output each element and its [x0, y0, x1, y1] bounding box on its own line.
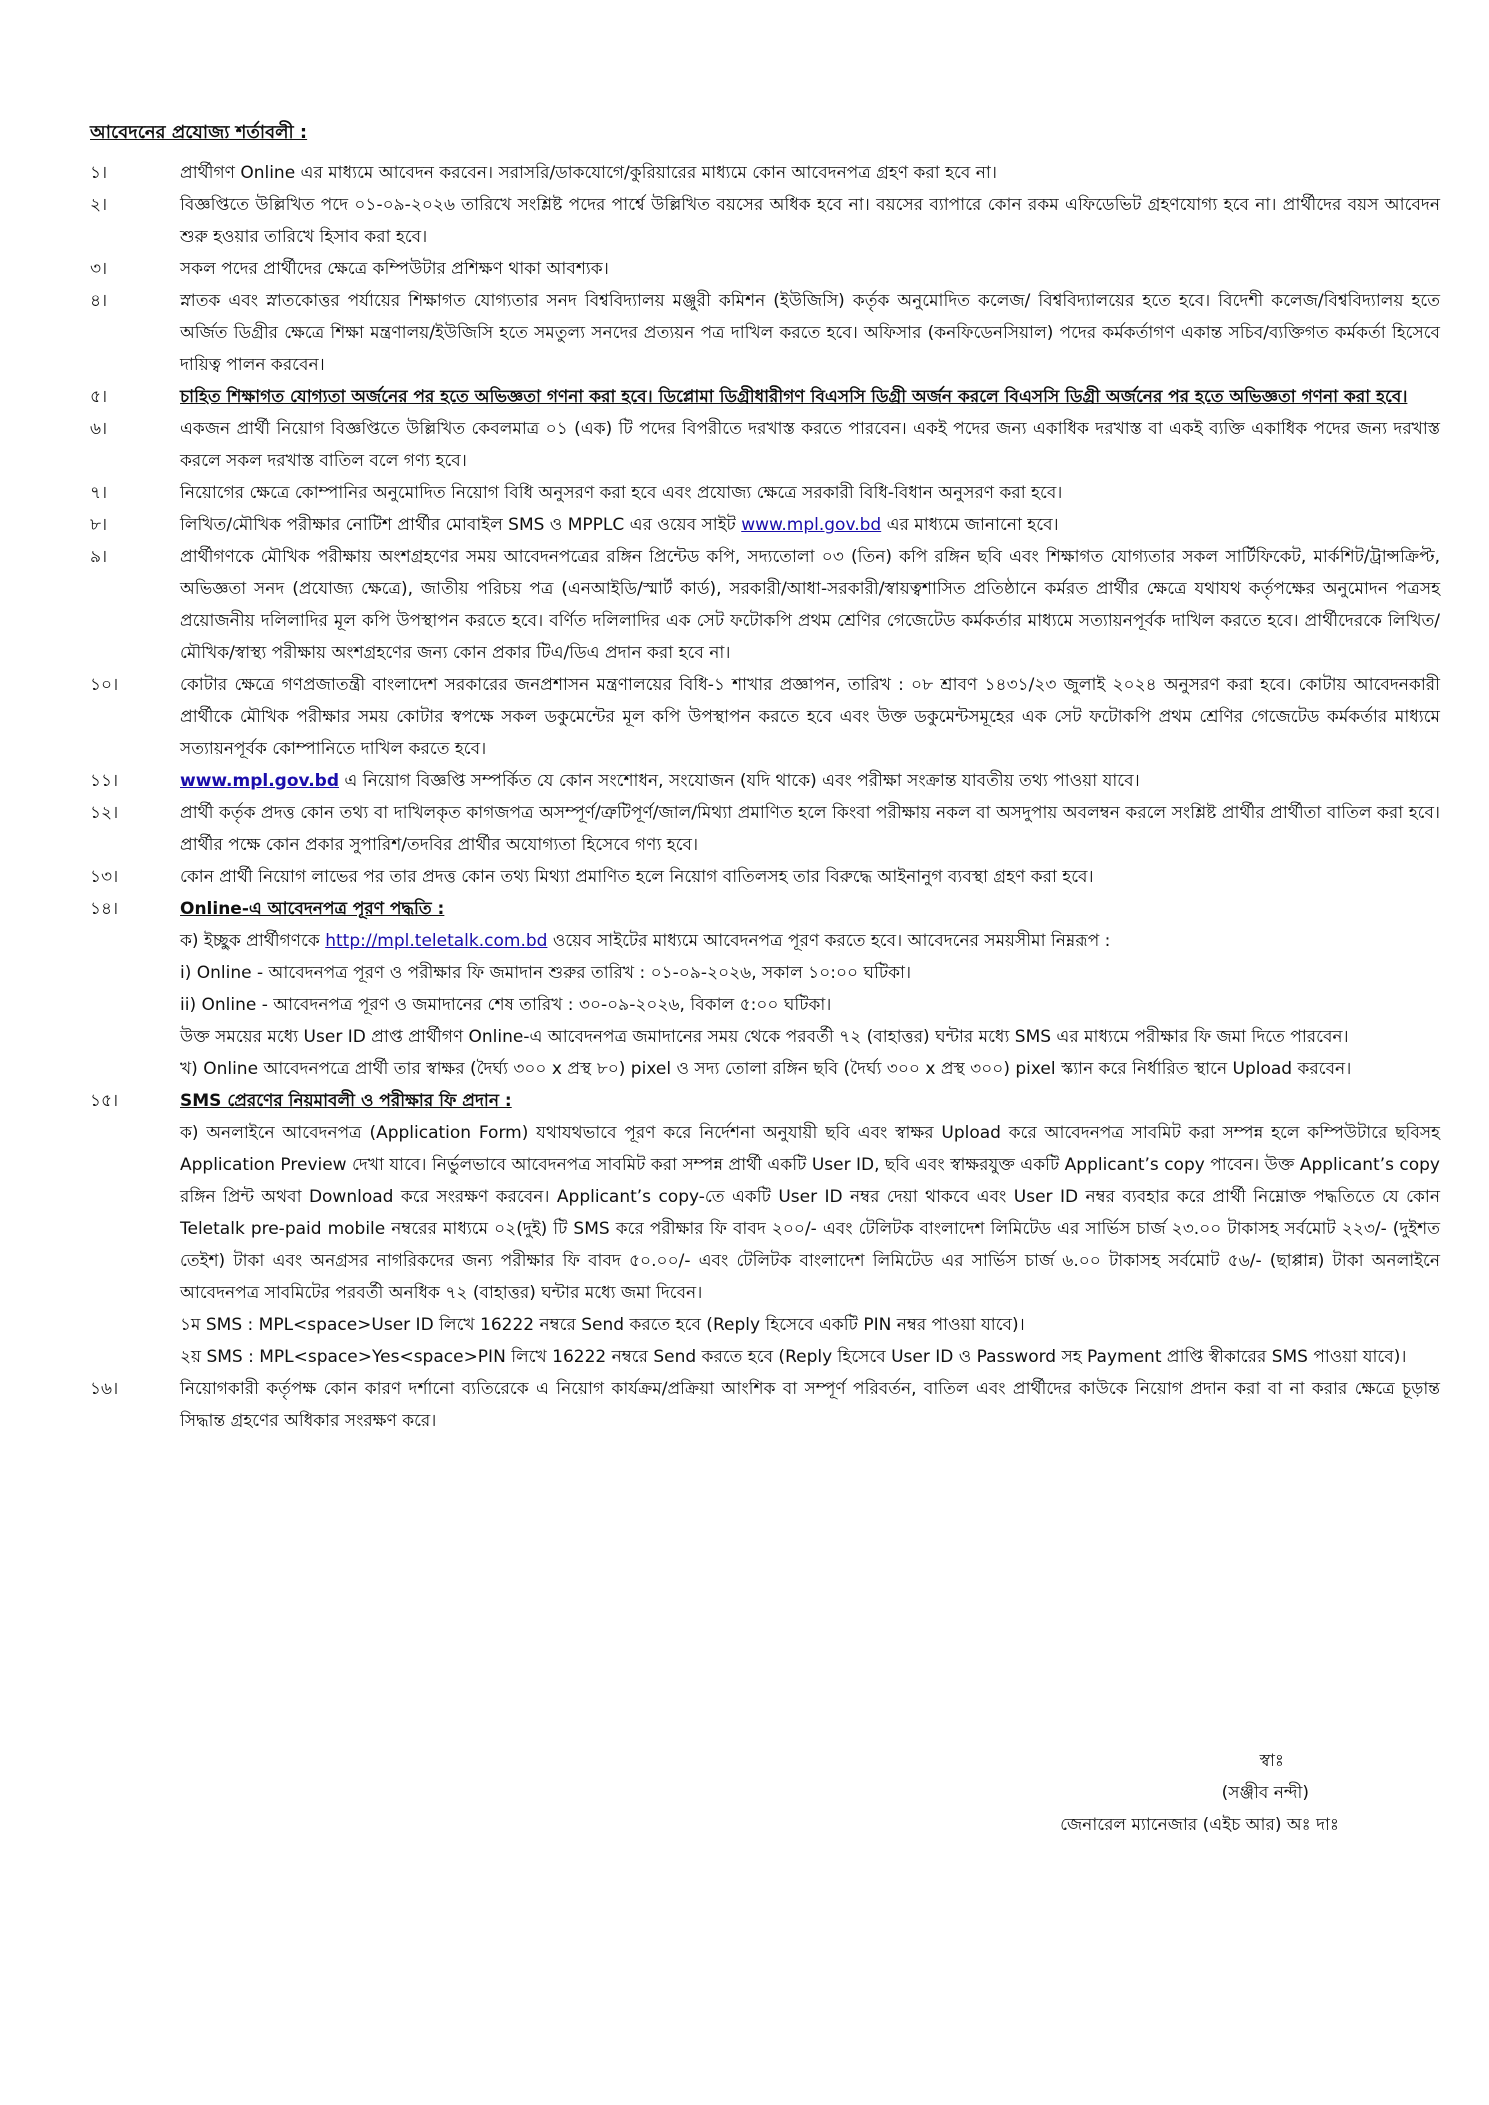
list-item: [90, 765, 1440, 797]
item-text: নিয়োগকারী কর্তৃপক্ষ কোন কারণ দর্শানো ব্যতিরেকে এ নিয়োগ কার্যক্রম/প্রক্রিয়া আংশিক বা সম্পূর্ণ পরিবর্তন, বাতিল এবং প্রার্থীদের কাউকে নিয়োগ প্রদান করা বা না করার ক্ষেত্রে চূড়ান্ত সিদ্ধান্ত গ্রহণের অধিকার সংরক্ষণ করে।: [180, 1379, 1440, 1431]
sub-item-i: i) Online - আবেদনপত্র পূরণ ও পরীক্ষার ফি জমাদান শুরুর তারিখ : ০১-০৯-২০২৬, সকাল ১০:০০ ঘটিকা।: [180, 963, 912, 983]
website-link[interactable]: www.mpl.gov.bd: [741, 515, 882, 535]
list-item: [90, 189, 1440, 253]
signatory-designation: জেনারেল ম্যানেজার (এইচ আর) অঃ দাঃ: [1060, 1815, 1339, 1835]
teletalk-link[interactable]: http://mpl.teletalk.com.bd: [325, 931, 548, 951]
list-item-sms-rules: [90, 1085, 1440, 1373]
item-text-part: এ নিয়োগ বিজ্ঞপ্তি সম্পর্কিত যে কোন সংশোধন, সংযোজন (যদি থাকে) এবং পরীক্ষা সংক্রান্ত যাবতীয় তথ্য পাওয়া যাবে।: [339, 771, 1140, 791]
list-item: [90, 861, 1440, 893]
item-text: কোটার ক্ষেত্রে গণপ্রজাতন্ত্রী বাংলাদেশ সরকারের জনপ্রশাসন মন্ত্রণালয়ের বিধি-১ শাখার প্রজ্ঞাপন, তারিখ : ০৮ শ্রাবণ ১৪৩১/২৩ জুলাই ২০২৪ অনুসরণ করা হবে। কোটায় আবেদনকারী প্রার্থীকে মৌখিক পরীক্ষার সময় কোটার স্বপক্ষে সকল ডকুমেন্টের মূল কপি উপস্থাপন করতে হবে এবং উক্ত ডকুমেন্টসমূহের এক সেট ফটোকপি প্রথম শ্রেণির গেজেটেড কর্মকর্তার মাধ্যমে সত্যায়নপূর্বক কোম্পানিতে দাখিল করতে হবে।: [180, 675, 1440, 759]
sub-heading: Online-এ আবেদনপত্র পূরণ পদ্ধতি :: [180, 899, 445, 919]
list-item: [90, 541, 1440, 669]
item-number: ৬।: [90, 419, 108, 439]
sub-item-a: ক) অনলাইনে আবেদনপত্র (Application Form) যথাযথভাবে পূরণ করে নির্দেশনা অনুযায়ী ছবি এবং স্বাক্ষর Upload করে আবেদনপত্র সাবমিট করা সম্পন্ন হলে কম্পিউটারে ছবিসহ Application Preview দেখা যাবে। নির্ভুলভাবে আবেদনপত্র সাবমিট করা সম্পন্ন প্রার্থী একটি User ID, ছবি এবং স্বাক্ষরযুক্ত একটি Applicant’s copy পাবেন। উক্ত Applicant’s copy রঙ্গিন প্রিন্ট অথবা Download করে সংরক্ষণ করবেন। Applicant’s copy-তে একটি User ID নম্বর দেয়া থাকবে এবং User ID নম্বর ব্যবহার করে প্রার্থী নিম্নোক্ত পদ্ধতিতে যে কোন Teletalk pre-paid mobile নম্বরের মাধ্যমে ০২(দুই) টি SMS করে পরীক্ষার ফি বাবদ ২০০/- এবং টেলিটক বাংলাদেশ লিমিটেড এর সার্ভিস চার্জ ২৩.০০ টাকাসহ সর্বমোট ২২৩/- (দুইশত তেইশ) টাকা এবং অনগ্রসর নাগরিকদের জন্য পরীক্ষার ফি বাবদ ৫০.০০/- এবং টেলিটক বাংলাদেশ লিমিটেড এর সার্ভিস চার্জ ৬.০০ টাকাসহ সর্বমোট ৫৬/- (ছাপ্পান্ন) টাকা অনলাইনে আবেদনপত্র সাবমিটের পরবর্তী অনধিক ৭২ (বাহাত্তর) ঘন্টার মধ্যে জমা দিবেন।: [180, 1123, 1440, 1303]
item-text: প্রার্থী কর্তৃক প্রদত্ত কোন তথ্য বা দাখিলকৃত কাগজপত্র অসম্পূর্ণ/ত্রুটিপূর্ণ/জাল/মিথ্যা প্রমাণিত হলে কিংবা পরীক্ষায় নকল বা অসদুপায় অবলম্বন করলে সংশ্লিষ্ট প্রার্থীর প্রার্থীতা বাতিল করা হবে। প্রার্থীর পক্ষে কোন প্রকার সুপারিশ/তদবির প্রার্থীর অযোগ্যতা হিসেবে গণ্য হবে।: [180, 803, 1440, 855]
list-item: [90, 413, 1440, 477]
item-text-emphasis: চাহিত শিক্ষাগত যোগ্যতা অর্জনের পর হতে অভিজ্ঞতা গণনা করা হবে। ডিপ্লোমা ডিগ্রীধারীগণ বিএসসি ডিগ্রী অর্জন করলে বিএসসি ডিগ্রী অর্জনের পর হতে অভিজ্ঞতা গণনা করা হবে।: [180, 387, 1408, 407]
list-item: [90, 797, 1440, 861]
item-text: কোন প্রার্থী নিয়োগ লাভের পর তার প্রদত্ত কোন তথ্য মিথ্যা প্রমাণিত হলে নিয়োগ বাতিলসহ তার বিরুদ্ধে আইনানুগ ব্যবস্থা গ্রহণ করা হবে।: [180, 867, 1094, 887]
item-number: ১৪।: [90, 899, 119, 919]
sub-heading: SMS প্রেরণের নিয়মাবলী ও পরীক্ষার ফি প্রদান :: [180, 1091, 512, 1111]
sub-item-b: খ) Online আবেদনপত্রে প্রার্থী তার স্বাক্ষর (দৈর্ঘ্য ৩০০ x প্রস্থ ৮০) pixel ও সদ্য তোলা রঙ্গিন ছবি (দৈর্ঘ্য ৩০০ x প্রস্থ ৩০০) pixel স্ক্যান করে নির্ধারিত স্থানে Upload করবেন।: [180, 1059, 1352, 1079]
item-number: ৯।: [90, 547, 108, 567]
item-number: ১৬।: [90, 1379, 119, 1399]
item-number: ৮।: [90, 515, 108, 535]
website-link[interactable]: www.mpl.gov.bd: [180, 771, 339, 791]
section-heading: আবেদনের প্রযোজ্য শর্তাবলী :: [90, 122, 308, 143]
item-number: ১১।: [90, 771, 119, 791]
item-number: ১৩।: [90, 867, 119, 887]
item-text: [180, 765, 1440, 797]
item-text-part: এর মাধ্যমে জানানো হবে।: [881, 515, 1059, 535]
signature-block: [1060, 1745, 1339, 1841]
item-text: [180, 1085, 1440, 1373]
item-text-part: ক) ইচ্ছুক প্রার্থীগণকে: [180, 931, 326, 951]
item-number: ১০।: [90, 675, 119, 695]
signature-label: স্বাঃ: [1259, 1751, 1284, 1771]
item-number: ২।: [90, 195, 108, 215]
list-item: [90, 477, 1440, 509]
item-text: প্রার্থীগণকে মৌখিক পরীক্ষায় অংশগ্রহণের সময় আবেদনপত্রের রঙ্গিন প্রিন্টেড কপি, সদ্যতোলা ০৩ (তিন) কপি রঙ্গিন ছবি এবং শিক্ষাগত যোগ্যতার সকল সার্টিফিকেট, মার্কশিট/ট্রান্সক্রিপ্ট, অভিজ্ঞতা সনদ (প্রযোজ্য ক্ষেত্রে), জাতীয় পরিচয় পত্র (এনআইডি/স্মার্ট কার্ড), সরকারী/আধা-সরকারী/স্বায়ত্বশাসিত প্রতিষ্ঠানে কর্মরত প্রার্থীর ক্ষেত্রে যথাযথ কর্তৃপক্ষের অনুমোদন পত্রসহ প্রয়োজনীয় দলিলাদির মূল কপি উপস্থাপন করতে হবে। বর্ণিত দলিলাদির এক সেট ফটোকপি প্রথম শ্রেণির গেজেটেড কর্মকর্তার মাধ্যমে সত্যায়নপূর্বক দাখিল করতে হবে। প্রার্থীদেরকে লিখিত/মৌখিক/স্বাস্থ্য পরীক্ষায় অংশগ্রহণের জন্য কোন প্রকার টিএ/ডিএ প্রদান করা হবে না।: [180, 547, 1440, 663]
item-number: ১।: [90, 163, 108, 183]
list-item: [90, 669, 1440, 765]
sub-item-ii: ii) Online - আবেদনপত্র পূরণ ও জমাদানের শেষ তারিখ : ৩০-০৯-২০২৬, বিকাল ৫:০০ ঘটিকা।: [180, 995, 832, 1015]
document-body: [90, 118, 1440, 1437]
item-number: ৩।: [90, 259, 108, 279]
item-text: স্নাতক এবং স্নাতকোত্তর পর্যায়ের শিক্ষাগত যোগ্যতার সনদ বিশ্ববিদ্যালয় মঞ্জুরী কমিশন (ইউজিসি) কর্তৃক অনুমোদিত কলেজ/ বিশ্ববিদ্যালয়ের হতে হবে। বিদেশী কলেজ/বিশ্ববিদ্যালয় হতে অর্জিত ডিগ্রীর ক্ষেত্রে শিক্ষা মন্ত্রণালয়/ইউজিসি হতে সমতুল্য সনদের প্রত্যয়ন পত্র দাখিল করতে হবে। অফিসার (কনফিডেনসিয়াল) পদের কর্মকর্তাগণ একান্ত সচিব/ব্যক্তিগত কর্মকর্তা হিসেবে দায়িত্ব পালন করবেন।: [180, 291, 1440, 375]
item-text: সকল পদের প্রার্থীদের ক্ষেত্রে কম্পিউটার প্রশিক্ষণ থাকা আবশ্যক।: [180, 259, 609, 279]
item-text: একজন প্রার্থী নিয়োগ বিজ্ঞপ্তিতে উল্লিখিত কেবলমাত্র ০১ (এক) টি পদের বিপরীতে দরখাস্ত করতে পারবেন। একই পদের জন্য একাধিক দরখাস্ত বা একই ব্যক্তি একাধিক পদের জন্য দরখাস্ত করলে সকল দরখাস্ত বাতিল বলে গণ্য হবে।: [180, 419, 1440, 471]
sub-item-a: [180, 925, 1440, 957]
list-item: [90, 285, 1440, 381]
item-text: প্রার্থীগণ Online এর মাধ্যমে আবেদন করবেন। সরাসরি/ডাকযোগে/কুরিয়ারের মাধ্যমে কোন আবেদনপত্র গ্রহণ করা হবে না।: [180, 163, 997, 183]
list-item: [90, 253, 1440, 285]
signatory-name: (সঞ্জীব নন্দী): [1221, 1783, 1309, 1803]
item-text-part: ওয়েব সাইটের মাধ্যমে আবেদনপত্র পূরণ করতে হবে। আবেদনের সময়সীমা নিম্নরূপ :: [547, 931, 1111, 951]
list-item: [90, 509, 1440, 541]
list-item: [90, 381, 1440, 413]
item-text: বিজ্ঞপ্তিতে উল্লিখিত পদে ০১-০৯-২০২৬ তারিখে সংশ্লিষ্ট পদের পার্শ্বে উল্লিখিত বয়সের অধিক হবে না। বয়সের ব্যাপারে কোন রকম এফিডেভিট গ্রহণযোগ্য হবে না। প্রার্থীদের বয়স আবেদন শুরু হওয়ার তারিখে হিসাব করা হবে।: [180, 195, 1440, 247]
item-number: ১৫।: [90, 1091, 119, 1111]
item-number: ৪।: [90, 291, 108, 311]
item-text-part: লিখিত/মৌখিক পরীক্ষার নোটিশ প্রার্থীর মোবাইল SMS ও MPPLC এর ওয়েব সাইট: [180, 515, 742, 535]
list-item-online-method: [90, 893, 1440, 1085]
sms-instruction-2: ২য় SMS : MPL<space>Yes<space>PIN লিখে 16222 নম্বরে Send করতে হবে (Reply হিসেবে User ID ও Password সহ Payment প্রাপ্তি স্বীকারের SMS পাওয়া যাবে)।: [180, 1347, 1407, 1367]
item-text: নিয়োগের ক্ষেত্রে কোম্পানির অনুমোদিত নিয়োগ বিধি অনুসরণ করা হবে এবং প্রযোজ্য ক্ষেত্রে সরকারী বিধি-বিধান অনুসরণ করা হবে।: [180, 483, 1063, 503]
sub-item-note: উক্ত সময়ের মধ্যে User ID প্রাপ্ত প্রার্থীগণ Online-এ আবেদনপত্র জমাদানের সময় থেকে পরবর্তী ৭২ (বাহাত্তর) ঘন্টার মধ্যে SMS এর মাধ্যমে পরীক্ষার ফি জমা দিতে পারবেন।: [180, 1027, 1349, 1047]
item-number: ৭।: [90, 483, 108, 503]
item-number: ১২।: [90, 803, 119, 823]
list-item: [90, 157, 1440, 189]
item-text: [180, 893, 1440, 1085]
item-number: ৫।: [90, 387, 108, 407]
item-text: [180, 509, 1440, 541]
list-item: [90, 1373, 1440, 1437]
sms-instruction-1: ১ম SMS : MPL<space>User ID লিখে 16222 নম্বরে Send করতে হবে (Reply হিসেবে একটি PIN নম্বর পাওয়া যাবে)।: [180, 1315, 1025, 1335]
